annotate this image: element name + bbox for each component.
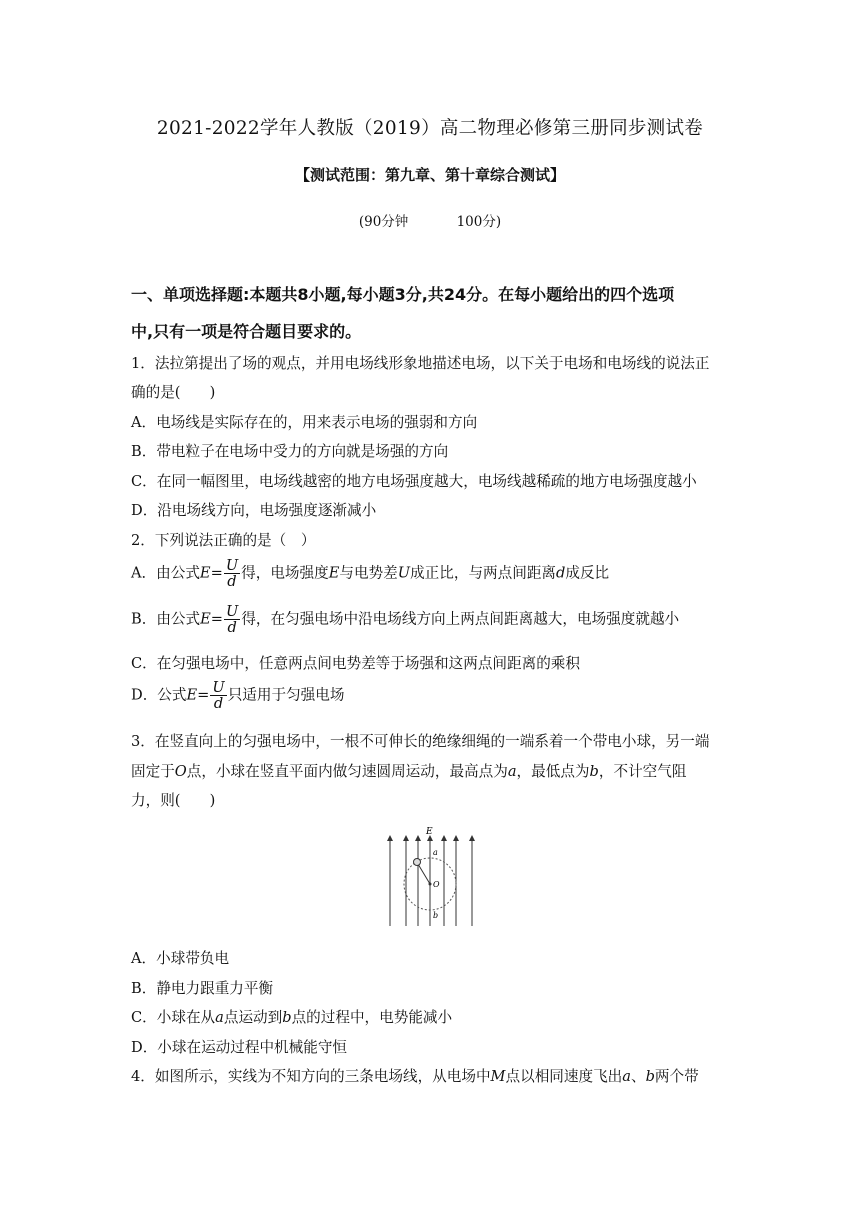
fraction-denominator: d (213, 695, 224, 712)
fraction-denominator: d (227, 573, 237, 590)
q2-option-c: C．在匀强电场中，任意两点间电势差等于场强和这两点间距离的乘积 (131, 655, 580, 672)
q2-a-post: 得，电场强度 (241, 564, 329, 582)
q3-text: ，最低点为 (516, 763, 590, 780)
q3-text: 点，小球在竖直平面内做匀速圆周运动，最高点为 (186, 763, 508, 780)
q2-b-eq: E= (200, 610, 223, 628)
q2-d-pre: D．公式 (131, 686, 187, 704)
q1-stem-line2: 确的是( ) (131, 384, 216, 401)
q1-option-d: D．沿电场线方向，电场强度逐渐减小 (131, 502, 377, 519)
q2-a-eq: E= (199, 564, 223, 582)
exam-meta (0, 210, 860, 230)
section-heading (131, 276, 741, 350)
q2-a-rest3: 成反比 (565, 564, 610, 582)
section-heading-line1: 一、单项选择题:本题共8小题,每小题3分,共24分。在每小题给出的四个选项 (131, 285, 675, 304)
pivot-point (429, 883, 432, 886)
q3-sym-o: O (174, 763, 187, 780)
test-scope: 【测试范围：第九章、第十章综合测试】 (294, 166, 565, 184)
q4-sym-b: b (645, 1068, 655, 1085)
exam-score: 100分) (456, 214, 502, 230)
q3-c-sym-b: b (282, 1009, 292, 1026)
q2-option-b (131, 604, 751, 635)
q3-c-text: 点的过程中，电势能减小 (291, 1009, 453, 1026)
q2-d-fraction (210, 680, 226, 711)
q3-stem-line2 (131, 760, 751, 781)
q2-a-fraction (224, 558, 240, 589)
fraction-denominator: d (227, 619, 237, 636)
q2-option-a (131, 558, 751, 589)
q4-text: 4．如图所示，实线为不知方向的三条电场线，从电场中 (131, 1068, 491, 1085)
q3-c-sym-a: a (215, 1009, 224, 1026)
q3-c-text: C．小球在从 (131, 1009, 216, 1026)
q4-text: 点以相同速度飞出 (505, 1068, 623, 1085)
fraction-numerator: U (225, 557, 239, 574)
q1-option-c: C．在同一幅图里，电场线越密的地方电场强度越大，电场线越稀疏的地方电场强度越小 (131, 473, 697, 490)
q3-electric-field-figure (380, 822, 482, 930)
q2-option-d (131, 680, 751, 711)
charged-ball (414, 859, 421, 866)
q2-a-rest2: 成正比，与两点间距离 (410, 564, 557, 582)
q2-a-sym-e: E (328, 564, 340, 582)
q2-a-pre: A．由公式 (131, 564, 200, 582)
q1-stem-line1: 1．法拉第提出了场的观点，并用电场线形象地描述电场，以下关于电场和电场线的说法正 (131, 355, 710, 372)
q2-d-post: 只适用于匀强电场 (227, 686, 345, 704)
q4-sym-a: a (622, 1068, 631, 1085)
string (418, 864, 430, 884)
q3-stem-line3: 力，则( ) (131, 792, 216, 809)
exam-time: (90分钟 (358, 214, 409, 230)
label-o: O (433, 880, 440, 889)
q3-sym-a: a (507, 763, 517, 780)
q2-a-sym-d: d (556, 564, 566, 582)
q2-b-fraction (224, 604, 240, 635)
q3-option-a: A．小球带负电 (131, 950, 230, 967)
q3-text: 固定于 (131, 763, 175, 780)
q1-option-a: A．电场线是实际存在的，用来表示电场的强弱和方向 (131, 414, 478, 431)
field-lines (390, 838, 472, 926)
fraction-numerator: U (226, 603, 239, 620)
label-a: a (433, 848, 438, 857)
q4-sym-m: M (490, 1068, 506, 1085)
fraction-numerator: U (212, 679, 225, 696)
q2-d-eq: E= (186, 686, 210, 704)
label-b: b (433, 911, 439, 920)
q3-c-text: 点运动到 (223, 1009, 283, 1026)
q4-text: 两个带 (654, 1068, 699, 1085)
q4-text: 、 (630, 1068, 646, 1085)
q3-sym-b: b (589, 763, 599, 780)
label-e: E (426, 827, 433, 837)
q3-stem-line1: 3．在竖直向上的匀强电场中，一根不可伸长的绝缘细绳的一端系着一个带电小球，另一端 (131, 733, 710, 750)
q2-b-pre: B．由公式 (131, 610, 201, 628)
q2-stem: 2．下列说法正确的是（ ） (131, 532, 316, 549)
q3-option-d: D．小球在运动过程中机械能守恒 (131, 1039, 348, 1056)
q3-text: ，不计空气阻 (598, 763, 687, 780)
page-title: 2021-2022学年人教版（2019）高二物理必修第三册同步测试卷 (156, 118, 704, 139)
q3-option-c (131, 1006, 751, 1027)
q2-b-post: 得，在匀强电场中沿电场线方向上两点间距离越大，电场强度就越小 (241, 610, 680, 628)
q1-option-b: B．带电粒子在电场中受力的方向就是场强的方向 (131, 443, 449, 460)
q2-a-rest: 与电势差 (339, 564, 398, 582)
q3-option-b: B．静电力跟重力平衡 (131, 980, 274, 997)
q4-stem-line1 (131, 1065, 751, 1086)
section-heading-line2: 中,只有一项是符合题目要求的。 (131, 322, 362, 341)
q2-a-sym-u: U (397, 564, 411, 582)
